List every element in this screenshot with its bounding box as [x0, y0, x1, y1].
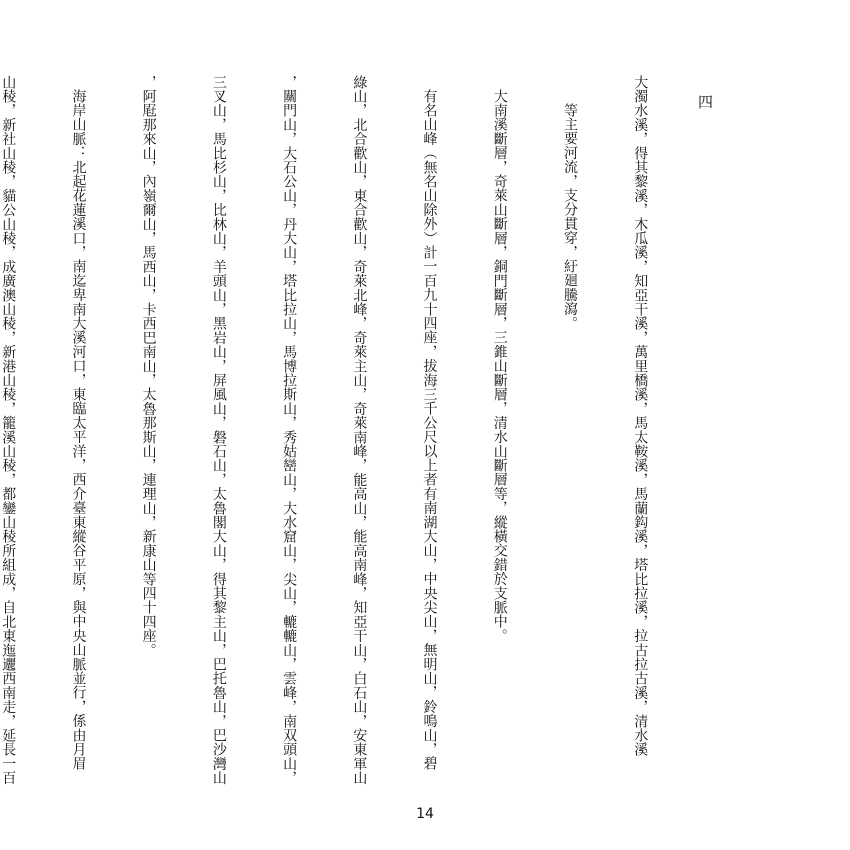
text-line-6: ，關門山，大石公山，丹大山，塔比拉山，馬博拉斯山，秀姑巒山，大水窟山，尖山，轆轆山，雲峰，南双頭山， [281, 75, 298, 785]
text-line-1: 大濁水溪，得其黎溪，木瓜溪，知亞干溪，萬里橋溪，馬太鞍溪，馬蘭鈎溪，塔比拉溪，拉古拉古溪，清水溪 [632, 75, 649, 757]
text-line-2: 等主要河流，支分貫穿，紆廻騰瀉。 [561, 103, 578, 331]
text-line-5: 綠山，北合歡山，東合歡山，奇萊北峰，奇萊主山，奇萊南峰，能高山，能高南峰，知亞干山，白石山，安東軍山 [351, 75, 368, 785]
text-line-10: 山稜，新社山稜，貓公山稜，成廣澳山稜，新港山稜，籠溪山稜，都鑾山稜所組成，自北東迤邐西南走，延長一百 [0, 75, 17, 785]
text-line-3: 大南溪斷層，奇萊山斷層，銅門斷層，三錐山斷層，清水山斷層等，縱橫交錯於支脈中。 [491, 89, 508, 643]
text-line-9: 海岸山脈：北起花蓮溪口，南迄卑南大溪河口，東臨太平洋，西介臺東縱谷平原，與中央山脈並行，係由月眉 [70, 89, 87, 771]
text-line-8: ，阿屘那來山，內嶺爾山，馬西山，卡西巴南山，太魯那斯山，連理山，新康山等四十四座。 [140, 75, 157, 658]
text-line-4: 有名山峰（無名山除外）計一百九十四座，拔海三千公尺以上者有南湖大山，中央尖山，無明山，鈴鳴山，碧 [421, 89, 438, 771]
text-line-7: 三叉山，馬比杉山，比林山，羊頭山，黑岩山，屏風山，磐石山，太魯閣大山，得其黎主山，巴托魯山，巴沙灣山 [210, 75, 227, 785]
page-label: 四 [696, 94, 714, 109]
page-number: 14 [416, 806, 434, 822]
vertical-text-block [0, 75, 698, 800]
